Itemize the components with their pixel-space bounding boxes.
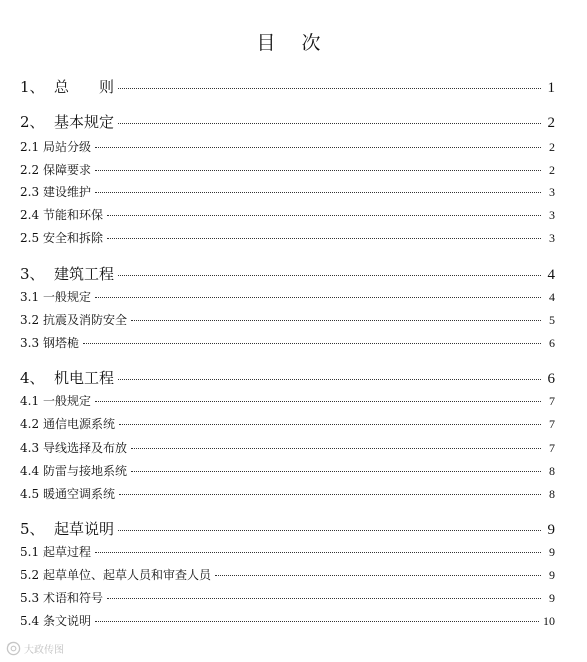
toc-entry-title: 钢塔桅 [43,336,80,350]
toc-page-number: 3 [549,231,555,245]
toc-entry-number: 2.4 [20,208,40,222]
toc-page-number: 9 [549,591,555,605]
toc-entry-title: 防雷与接地系统 [43,464,128,478]
toc-section-row[interactable] [20,589,555,606]
toc-chapter-row[interactable] [20,111,555,132]
toc-section-row[interactable] [20,288,555,305]
toc-entry-number: 2.5 [20,231,40,245]
toc-dot-leader [118,123,541,124]
toc-page-number: 6 [547,371,555,387]
toc-entry-title: 保障要求 [43,163,92,177]
toc-entry-title: 节能和环保 [43,208,104,222]
toc-page-number: 6 [549,336,555,350]
toc-chapter-row[interactable] [20,263,555,284]
toc-entry-number: 1、 [20,78,45,96]
toc-dot-leader [131,471,541,472]
toc-dot-leader [118,530,541,531]
toc-chapter-row[interactable] [20,76,555,97]
toc-page-number: 3 [549,185,555,199]
toc-entry-number: 4.5 [20,487,40,501]
toc-entry-number: 5.1 [20,545,40,559]
toc-page-number: 10 [543,614,555,628]
toc-entry-title: 一般规定 [43,290,92,304]
toc-page-number: 4 [549,290,555,304]
toc-section-row[interactable] [20,612,555,629]
toc-page-number: 8 [549,464,555,478]
toc-dot-leader [95,170,541,171]
toc-section-row[interactable] [20,462,555,479]
toc-dot-leader [95,147,541,148]
toc-section-row[interactable] [20,439,555,456]
toc-dot-leader [131,448,541,449]
toc-chapter-row[interactable] [20,518,555,539]
toc-entry-number: 5.4 [20,614,40,628]
toc-entry-title: 起草过程 [43,545,92,559]
toc-dot-leader [118,275,541,276]
toc-dot-leader [95,552,541,553]
camera-logo-icon [6,641,21,656]
toc-page-number: 1 [547,80,555,96]
toc-entry-number: 5.2 [20,568,40,582]
toc-entry-title: 起草单位、起草人员和审查人员 [43,568,212,582]
toc-page-number: 9 [549,545,555,559]
toc-entry-number: 4.2 [20,417,40,431]
toc-entry-title: 基本规定 [54,113,115,131]
toc-dot-leader [95,192,541,193]
toc-entry-number: 4、 [20,369,45,387]
toc-section-row[interactable] [20,334,555,351]
toc-page-number: 2 [547,115,555,131]
toc-section-row[interactable] [20,138,555,155]
toc-entry-number: 3.1 [20,290,40,304]
toc-section-row[interactable] [20,485,555,502]
toc-section-row[interactable] [20,311,555,328]
toc-dot-leader [107,238,541,239]
toc-section-row[interactable] [20,161,555,178]
toc-entry-number: 2.2 [20,163,40,177]
toc-entry-number: 4.4 [20,464,40,478]
toc-dot-leader [119,424,541,425]
toc-entry-title: 机电工程 [54,369,115,387]
toc-entry-title: 导线选择及布放 [43,441,128,455]
toc-entry-number: 5.3 [20,591,40,605]
toc-entry-title: 暖通空调系统 [43,487,116,501]
toc-entry-number: 4.1 [20,394,40,408]
toc-section-row[interactable] [20,206,555,223]
toc-page-number: 8 [549,487,555,501]
toc-dot-leader [131,320,541,321]
toc-dot-leader [118,379,541,380]
toc-entry-number: 2.1 [20,140,40,154]
toc-page-number: 9 [547,522,555,538]
watermark-text: 大政传图 [24,645,64,656]
toc-page-number: 9 [549,568,555,582]
toc-entry-title: 总 则 [54,78,115,96]
toc-entry-title: 起草说明 [54,520,115,538]
toc-entry-title: 术语和符号 [43,591,104,605]
toc-section-row[interactable] [20,392,555,409]
toc-page-number: 3 [549,208,555,222]
toc-dot-leader [107,598,541,599]
toc-entry-number: 3.3 [20,336,40,350]
toc-dot-leader [95,621,539,622]
toc-dot-leader [95,401,541,402]
toc-dot-leader [118,88,541,89]
toc-page-number: 2 [549,163,555,177]
page-title: 目 次 [256,32,331,54]
toc-dot-leader [83,343,541,344]
toc-entry-number: 5、 [20,520,45,538]
toc-dot-leader [95,297,541,298]
toc-entry-number: 3.2 [20,313,40,327]
toc-dot-leader [215,575,541,576]
toc-section-row[interactable] [20,183,555,200]
toc-page-number: 7 [549,417,555,431]
toc-entry-title: 建设维护 [43,185,92,199]
toc-entry-title: 一般规定 [43,394,92,408]
toc-page-number: 2 [549,140,555,154]
toc-chapter-row[interactable] [20,367,555,388]
toc-section-row[interactable] [20,415,555,432]
toc-page-number: 7 [549,394,555,408]
toc-page-number: 4 [547,267,555,283]
toc-dot-leader [119,494,541,495]
toc-entry-number: 4.3 [20,441,40,455]
toc-entry-number: 3、 [20,265,45,283]
toc-page-number: 5 [549,313,555,327]
toc-entry-title: 安全和拆除 [43,231,104,245]
toc-entry-title: 通信电源系统 [43,417,116,431]
toc-section-row[interactable] [20,229,555,246]
toc-section-row[interactable] [20,566,555,583]
toc-page-number: 7 [549,441,555,455]
toc-entry-title: 条文说明 [43,614,92,628]
toc-entry-number: 2、 [20,113,45,131]
toc-dot-leader [107,215,541,216]
watermark [6,641,64,656]
toc-section-row[interactable] [20,543,555,560]
toc-entry-title: 建筑工程 [54,265,115,283]
toc-entry-number: 2.3 [20,185,40,199]
toc-entry-title: 局站分级 [43,140,92,154]
toc-entry-title: 抗震及消防安全 [43,313,128,327]
